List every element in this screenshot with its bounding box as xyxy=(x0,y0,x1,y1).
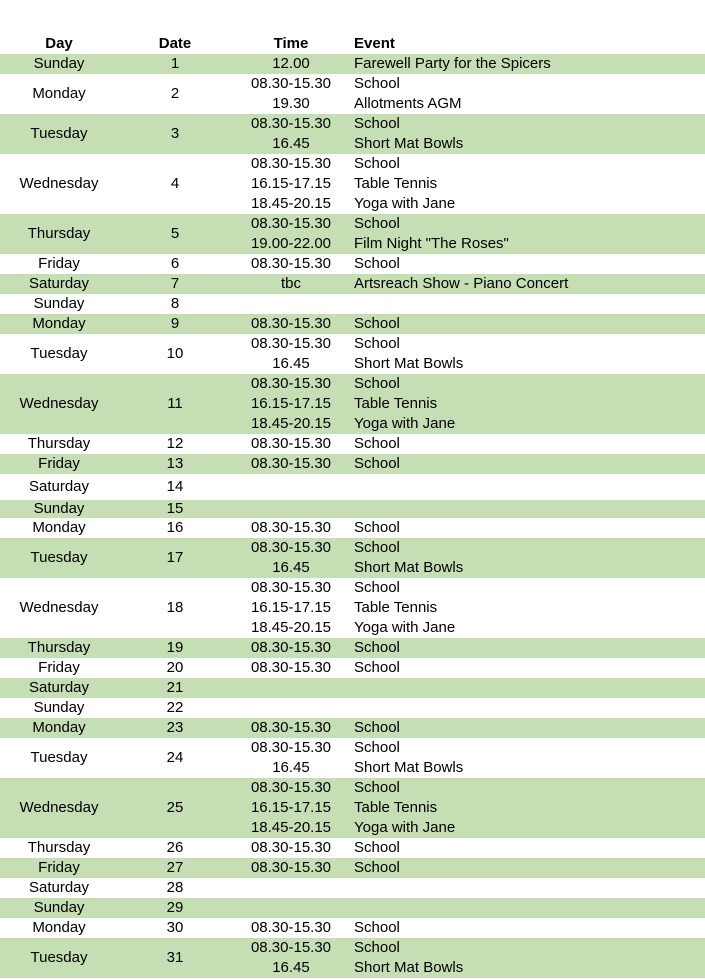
date-cell: 4 xyxy=(170,175,180,192)
event-cell: School xyxy=(354,639,400,656)
event-cell: School xyxy=(354,435,400,452)
date-cell: 6 xyxy=(170,255,180,272)
table-row xyxy=(0,314,705,334)
event-cell: School xyxy=(354,939,400,956)
date-cell: 23 xyxy=(166,719,184,736)
table-row xyxy=(0,500,705,518)
time-cell: 08.30-15.30 xyxy=(250,155,332,172)
table-row xyxy=(0,658,705,678)
time-cell: 16.45 xyxy=(272,559,310,576)
time-cell: 08.30-15.30 xyxy=(250,519,332,536)
time-cell: 16.15-17.15 xyxy=(250,599,332,616)
header-time: Time xyxy=(273,35,309,52)
date-cell: 8 xyxy=(170,295,180,312)
event-cell: School xyxy=(354,779,400,796)
time-cell: tbc xyxy=(280,275,301,292)
event-cell: Table Tennis xyxy=(354,799,438,816)
day-cell: Friday xyxy=(38,859,80,876)
day-cell: Thursday xyxy=(27,639,91,656)
event-cell: School xyxy=(354,839,400,856)
date-cell: 25 xyxy=(166,799,184,816)
table-row xyxy=(0,294,705,314)
date-cell: 3 xyxy=(170,125,180,142)
time-cell: 18.45-20.15 xyxy=(250,415,332,432)
event-cell: Film Night "The Roses" xyxy=(354,235,509,252)
event-cell: School xyxy=(354,919,400,936)
day-cell: Tuesday xyxy=(30,749,88,766)
time-cell: 08.30-15.30 xyxy=(250,75,332,92)
time-cell: 19.30 xyxy=(272,95,310,112)
date-cell: 19 xyxy=(166,639,184,656)
time-cell: 12.00 xyxy=(272,55,310,72)
day-cell: Friday xyxy=(38,659,80,676)
event-cell: School xyxy=(354,315,400,332)
day-cell: Wednesday xyxy=(19,799,99,816)
date-cell: 20 xyxy=(166,659,184,676)
date-cell: 26 xyxy=(166,839,184,856)
event-cell: School xyxy=(354,659,400,676)
header-row xyxy=(0,34,705,54)
day-cell: Tuesday xyxy=(30,125,88,142)
date-cell: 31 xyxy=(166,949,184,966)
day-cell: Monday xyxy=(32,85,86,102)
table-row xyxy=(0,878,705,898)
date-cell: 22 xyxy=(166,699,184,716)
table-row xyxy=(0,74,705,114)
time-cell: 16.45 xyxy=(272,355,310,372)
date-cell: 14 xyxy=(166,478,184,495)
event-cell: School xyxy=(354,719,400,736)
event-cell: School xyxy=(354,739,400,756)
date-cell: 11 xyxy=(167,395,183,412)
event-cell: School xyxy=(354,75,400,92)
table-row xyxy=(0,374,705,434)
date-cell: 15 xyxy=(166,500,184,517)
time-cell: 08.30-15.30 xyxy=(250,315,332,332)
table-row xyxy=(0,678,705,698)
day-cell: Sunday xyxy=(33,899,85,916)
time-cell: 08.30-15.30 xyxy=(250,919,332,936)
date-cell: 5 xyxy=(170,225,180,242)
time-cell: 08.30-15.30 xyxy=(250,255,332,272)
event-cell: Short Mat Bowls xyxy=(354,135,464,152)
date-cell: 2 xyxy=(170,85,180,102)
time-cell: 08.30-15.30 xyxy=(250,739,332,756)
day-cell: Thursday xyxy=(27,839,91,856)
table-row xyxy=(0,518,705,538)
time-cell: 16.15-17.15 xyxy=(250,799,332,816)
time-cell: 16.15-17.15 xyxy=(250,175,332,192)
date-cell: 7 xyxy=(170,275,180,292)
day-cell: Thursday xyxy=(27,225,91,242)
time-cell: 08.30-15.30 xyxy=(250,435,332,452)
day-cell: Sunday xyxy=(33,295,85,312)
event-cell: School xyxy=(354,115,400,132)
table-row xyxy=(0,154,705,214)
table-row xyxy=(0,938,705,978)
table-row xyxy=(0,538,705,578)
date-cell: 21 xyxy=(166,679,184,696)
date-cell: 28 xyxy=(166,879,184,896)
event-cell: Allotments AGM xyxy=(354,95,462,112)
header-date: Date xyxy=(158,35,192,52)
time-cell: 16.45 xyxy=(272,759,310,776)
table-row xyxy=(0,918,705,938)
event-cell: School xyxy=(354,579,400,596)
date-cell: 18 xyxy=(166,599,184,616)
date-cell: 16 xyxy=(166,519,184,536)
event-cell: School xyxy=(354,215,400,232)
day-cell: Monday xyxy=(32,919,86,936)
day-cell: Tuesday xyxy=(30,949,88,966)
event-cell: Table Tennis xyxy=(354,599,438,616)
event-cell: School xyxy=(354,455,400,472)
time-cell: 08.30-15.30 xyxy=(250,719,332,736)
day-cell: Sunday xyxy=(33,699,85,716)
day-cell: Thursday xyxy=(27,435,91,452)
table-row xyxy=(0,334,705,374)
time-cell: 08.30-15.30 xyxy=(250,455,332,472)
date-cell: 17 xyxy=(166,549,184,566)
day-cell: Monday xyxy=(32,719,86,736)
time-cell: 18.45-20.15 xyxy=(250,619,332,636)
time-cell: 16.45 xyxy=(272,135,310,152)
time-cell: 08.30-15.30 xyxy=(250,659,332,676)
table-row xyxy=(0,778,705,838)
day-cell: Friday xyxy=(38,455,80,472)
event-cell: Short Mat Bowls xyxy=(354,355,464,372)
header-event: Event xyxy=(354,35,395,52)
time-cell: 08.30-15.30 xyxy=(250,859,332,876)
event-cell: Short Mat Bowls xyxy=(354,559,464,576)
time-cell: 08.30-15.30 xyxy=(250,839,332,856)
event-cell: School xyxy=(354,155,400,172)
event-cell: School xyxy=(354,375,400,392)
date-cell: 27 xyxy=(166,859,184,876)
table-row xyxy=(0,638,705,658)
table-row xyxy=(0,838,705,858)
date-cell: 9 xyxy=(170,315,180,332)
time-cell: 08.30-15.30 xyxy=(250,779,332,796)
event-cell: School xyxy=(354,519,400,536)
time-cell: 18.45-20.15 xyxy=(250,819,332,836)
table-row xyxy=(0,454,705,474)
date-cell: 30 xyxy=(166,919,184,936)
date-cell: 12 xyxy=(166,435,184,452)
table-row xyxy=(0,578,705,638)
date-cell: 10 xyxy=(166,345,184,362)
time-cell: 08.30-15.30 xyxy=(250,115,332,132)
table-row xyxy=(0,114,705,154)
time-cell: 16.45 xyxy=(272,959,310,976)
event-cell: Yoga with Jane xyxy=(354,195,456,212)
time-cell: 08.30-15.30 xyxy=(250,375,332,392)
time-cell: 08.30-15.30 xyxy=(250,639,332,656)
time-cell: 16.15-17.15 xyxy=(250,395,332,412)
event-cell: Yoga with Jane xyxy=(354,619,456,636)
day-cell: Sunday xyxy=(33,500,85,517)
event-cell: Farewell Party for the Spicers xyxy=(354,55,551,72)
day-cell: Wednesday xyxy=(19,175,99,192)
day-cell: Wednesday xyxy=(19,599,99,616)
event-cell: School xyxy=(354,539,400,556)
table-row xyxy=(0,718,705,738)
time-cell: 08.30-15.30 xyxy=(250,579,332,596)
day-cell: Tuesday xyxy=(30,345,88,362)
table-row xyxy=(0,214,705,254)
event-cell: Short Mat Bowls xyxy=(354,959,464,976)
event-cell: Yoga with Jane xyxy=(354,415,456,432)
event-cell: School xyxy=(354,335,400,352)
time-cell: 18.45-20.15 xyxy=(250,195,332,212)
day-cell: Tuesday xyxy=(30,549,88,566)
event-cell: Short Mat Bowls xyxy=(354,759,464,776)
time-cell: 08.30-15.30 xyxy=(250,335,332,352)
event-cell: Table Tennis xyxy=(354,395,438,412)
day-cell: Monday xyxy=(32,519,86,536)
table-row xyxy=(0,54,705,74)
day-cell: Friday xyxy=(38,255,80,272)
date-cell: 29 xyxy=(166,899,184,916)
day-cell: Monday xyxy=(32,315,86,332)
day-cell: Saturday xyxy=(28,679,90,696)
date-cell: 24 xyxy=(166,749,184,766)
event-cell: School xyxy=(354,859,400,876)
day-cell: Saturday xyxy=(28,478,90,495)
day-cell: Wednesday xyxy=(19,395,99,412)
table-row xyxy=(0,898,705,918)
time-cell: 19.00-22.00 xyxy=(250,235,332,252)
table-row xyxy=(0,858,705,878)
table-row xyxy=(0,434,705,454)
date-cell: 1 xyxy=(170,55,180,72)
table-row xyxy=(0,474,705,500)
table-row xyxy=(0,738,705,778)
table-row xyxy=(0,254,705,274)
event-cell: Yoga with Jane xyxy=(354,819,456,836)
day-cell: Saturday xyxy=(28,879,90,896)
time-cell: 08.30-15.30 xyxy=(250,215,332,232)
event-cell: School xyxy=(354,255,400,272)
table-row xyxy=(0,274,705,294)
event-cell: Artsreach Show - Piano Concert xyxy=(354,275,569,292)
day-cell: Sunday xyxy=(33,55,85,72)
table-row xyxy=(0,698,705,718)
time-cell: 08.30-15.30 xyxy=(250,939,332,956)
date-cell: 13 xyxy=(166,455,184,472)
day-cell: Saturday xyxy=(28,275,90,292)
time-cell: 08.30-15.30 xyxy=(250,539,332,556)
header-day: Day xyxy=(45,35,73,52)
event-cell: Table Tennis xyxy=(354,175,438,192)
